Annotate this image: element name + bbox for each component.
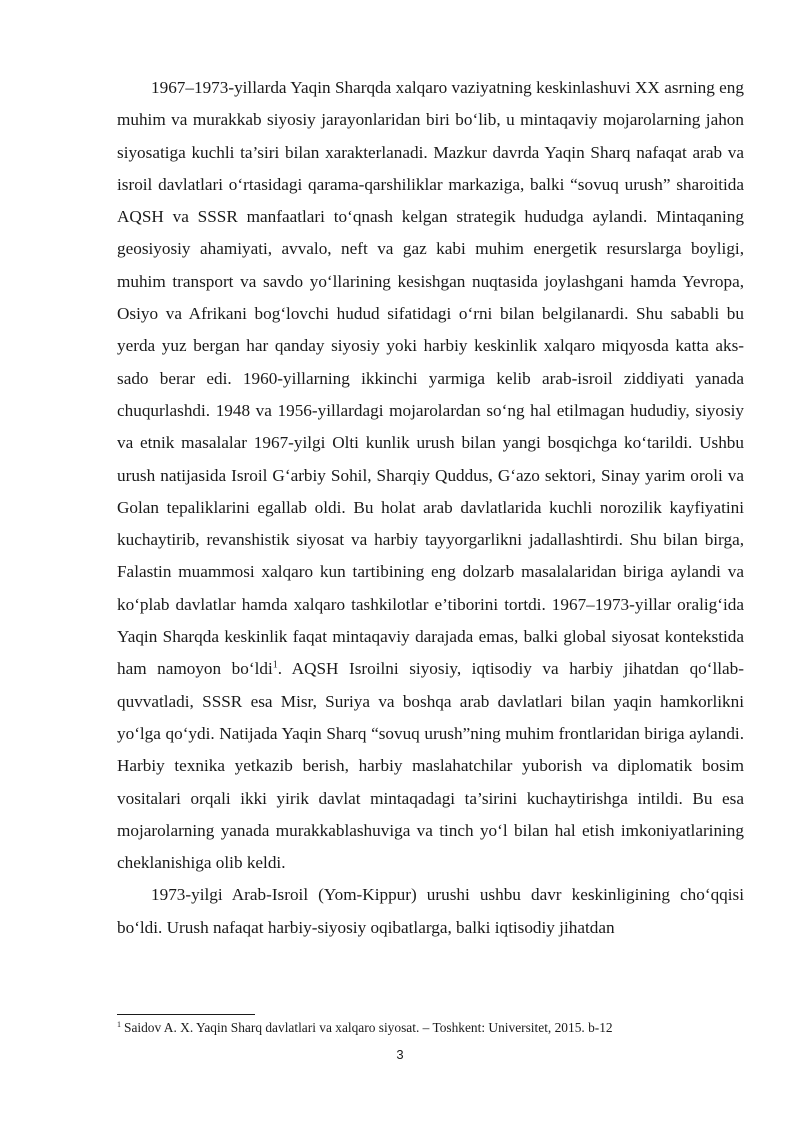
body-text <box>117 72 744 944</box>
footnote-separator <box>117 1014 255 1015</box>
footnote-reference[interactable]: 1 <box>272 659 278 671</box>
footnote-text: Saidov A. X. Yaqin Sharq davlatlari va xalqaro siyosat. – Toshkent: Universitet, 2015. b-12 <box>124 1020 613 1035</box>
footnote <box>117 1019 744 1037</box>
paragraph-1 <box>117 72 744 879</box>
page-number: 3 <box>396 1047 404 1062</box>
footnote-marker: 1 <box>117 1019 121 1029</box>
paragraph-1-text: 1967–1973-yillarda Yaqin Sharqda xalqaro vaziyatning keskinlashuvi XX asrning eng muhim va murakkab siyosiy jarayonlaridan biri bo‘lib, u mintaqaviy mojarolarning jahon siyosatiga kuchli ta’siri bilan xarakterlanadi. Mazkur davrda Yaqin Sharq nafaqat arab va isroil davlatlari o‘rtasidagi qarama-qarshiliklar markaziga, balki “sovuq urush” sharoitida AQSH va SSSR manfaatlari to‘qnash kelgan strategik hududga aylandi. Mintaqaning geosiyosiy ahamiyati, avvalo, neft va gaz kabi muhim energetik resurslarga boyligi, muhim transport va savdo yo‘llarining kesishgan nuqtasida joylashgani hamda Yevropa, Osiyo va Afrikani bog‘lovchi hudud sifatidagi o‘rni bilan belgilanardi. Shu sababli bu yerda yuz bergan har qanday siyosiy yoki harbiy keskinlik xalqaro miqyosda katta aks-sado berar edi. 1960-yillarning ikkinchi yarmiga kelib arab-isroil ziddiyati yanada chuqurlashdi. 1948 va 1956-yillardagi mojarolardan so‘ng hal etilmagan hududiy, siyosiy va etnik masalalar 1967-yilgi Olti kunlik urush bilan yangi bosqichga ko‘tarildi. Ushbu urush natijasida Isroil G‘arbiy Sohil, Sharqiy Quddus, G‘azo sektori, Sinay yarim oroli va Golan tepaliklarini egallab oldi. Bu holat arab davlatlarida kuchli norozilik kayfiyatini kuchaytirib, revanshistik siyosat va harbiy tayyorgarlikni jadallashtirdi. Shu bilan birga, Falastin muammosi xalqaro kun tartibining eng dolzarb masalalaridan biriga aylandi va ko‘plab davlatlar hamda xalqaro tashkilotlar e’tiborini tortdi. 1967–1973-yillar oralig‘ida Yaqin Sharqda keskinlik faqat mintaqaviy darajada emas, balki global siyosat kontekstida ham namoyon bo‘ldi <box>117 78 744 679</box>
paragraph-1-continuation: . AQSH Isroilni siyosiy, iqtisodiy va harbiy jihatdan qo‘llab-quvvatladi, SSSR esa Misr, Suriya va boshqa arab davlatlari bilan yaqin hamkorlikni yo‘lga qo‘ydi. Natijada Yaqin Sharq “sovuq urush”ning muhim frontlaridan biriga aylandi. Harbiy texnika yetkazib berish, harbiy maslahatchilar yuborish va diplomatik bosim vositalari orqali ikki yirik davlat mintaqadagi ta’sirini kuchaytirishga intildi. Bu esa mojarolarning yanada murakkablashuviga va tinch yo‘l bilan hal etish imkoniyatlarining cheklanishiga olib keldi. <box>117 659 744 873</box>
paragraph-2: 1973-yilgi Arab-Isroil (Yom-Kippur) urushi ushbu davr keskinligining cho‘qqisi bo‘ldi. Urush nafaqat harbiy-siyosiy oqibatlarga, balki iqtisodiy jihatdan <box>117 885 744 937</box>
